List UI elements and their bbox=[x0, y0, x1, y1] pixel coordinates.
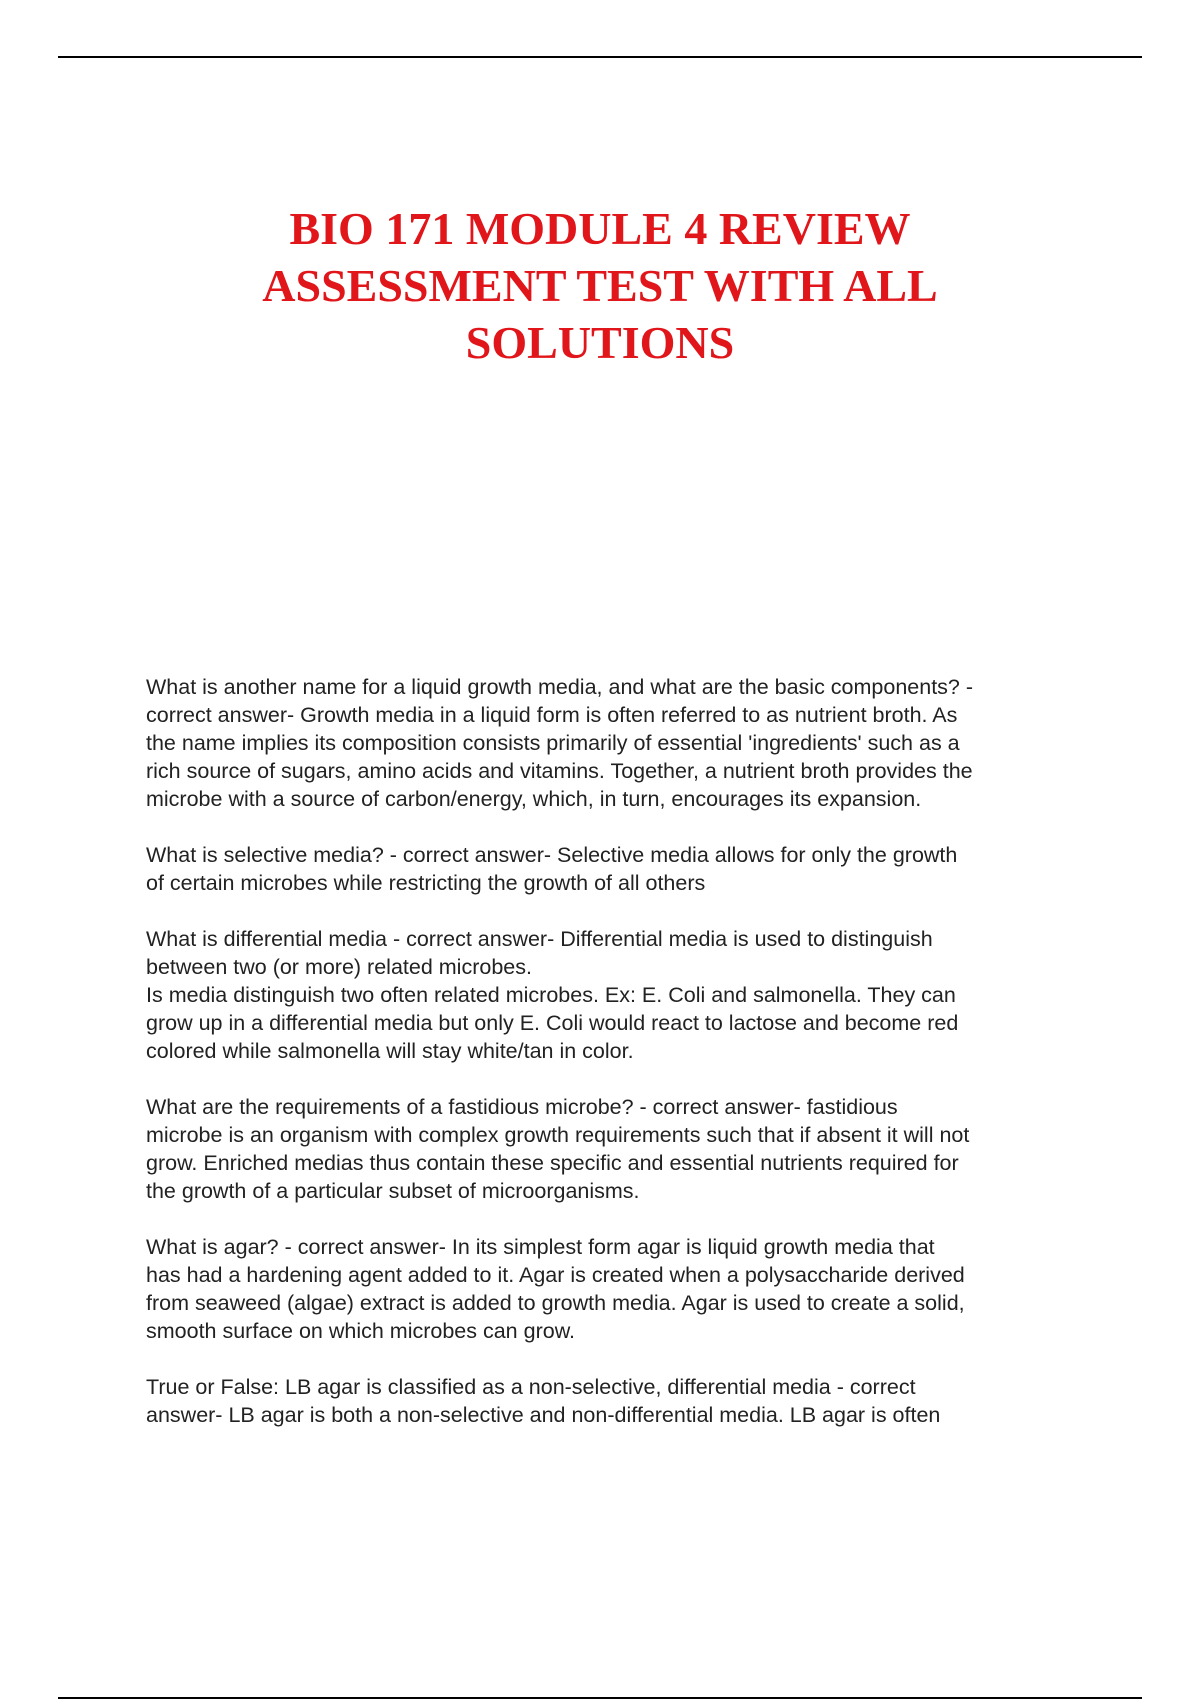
text-line: between two (or more) related microbes. bbox=[146, 955, 532, 979]
text-line: True or False: LB agar is classified as a non-selective, differential media - correct bbox=[146, 1375, 916, 1399]
text-line: answer- LB agar is both a non-selective and non-differential media. LB agar is often bbox=[146, 1403, 941, 1427]
text-line: grow up in a differential media but only E. Coli would react to lactose and become red bbox=[146, 1011, 959, 1035]
text-line: the name implies its composition consists primarily of essential 'ingredients' such as a bbox=[146, 731, 960, 755]
text-line: from seaweed (algae) extract is added to growth media. Agar is used to create a solid, bbox=[146, 1291, 965, 1315]
document-title bbox=[150, 200, 1050, 371]
text-line: What is another name for a liquid growth media, and what are the basic components? - bbox=[146, 675, 974, 699]
qa-paragraph-lb-agar bbox=[146, 1373, 1086, 1429]
text-line: microbe is an organism with complex growth requirements such that if absent it will not bbox=[146, 1123, 970, 1147]
qa-paragraph-differential-media bbox=[146, 925, 1086, 1065]
text-line: microbe with a source of carbon/energy, which, in turn, encourages its expansion. bbox=[146, 787, 922, 811]
text-line: correct answer- Growth media in a liquid form is often referred to as nutrient broth. As bbox=[146, 703, 958, 727]
title-line: SOLUTIONS bbox=[465, 317, 735, 368]
qa-paragraph-agar bbox=[146, 1233, 1086, 1345]
text-line: What is differential media - correct answer- Differential media is used to distinguish bbox=[146, 927, 933, 951]
text-line: the growth of a particular subset of microorganisms. bbox=[146, 1179, 640, 1203]
text-line: rich source of sugars, amino acids and vitamins. Together, a nutrient broth provides the bbox=[146, 759, 973, 783]
text-line: colored while salmonella will stay white/tan in color. bbox=[146, 1039, 634, 1063]
document-body bbox=[146, 673, 1086, 1457]
text-line: What are the requirements of a fastidious microbe? - correct answer- fastidious bbox=[146, 1095, 898, 1119]
text-line: smooth surface on which microbes can grow. bbox=[146, 1319, 576, 1343]
qa-paragraph-fastidious-microbe bbox=[146, 1093, 1086, 1205]
title-line: ASSESSMENT TEST WITH ALL bbox=[262, 260, 938, 311]
qa-paragraph-liquid-media bbox=[146, 673, 1086, 813]
title-line: BIO 171 MODULE 4 REVIEW bbox=[289, 203, 911, 254]
text-line: Is media distinguish two often related microbes. Ex: E. Coli and salmonella. They can bbox=[146, 983, 956, 1007]
bottom-rule bbox=[58, 1697, 1142, 1699]
text-line: grow. Enriched medias thus contain these specific and essential nutrients required for bbox=[146, 1151, 959, 1175]
top-rule bbox=[58, 56, 1142, 58]
text-line: has had a hardening agent added to it. Agar is created when a polysaccharide derived bbox=[146, 1263, 965, 1287]
text-line: What is selective media? - correct answer- Selective media allows for only the growth bbox=[146, 843, 958, 867]
qa-paragraph-selective-media bbox=[146, 841, 1086, 897]
text-line: What is agar? - correct answer- In its simplest form agar is liquid growth media that bbox=[146, 1235, 935, 1259]
text-line: of certain microbes while restricting the growth of all others bbox=[146, 871, 706, 895]
